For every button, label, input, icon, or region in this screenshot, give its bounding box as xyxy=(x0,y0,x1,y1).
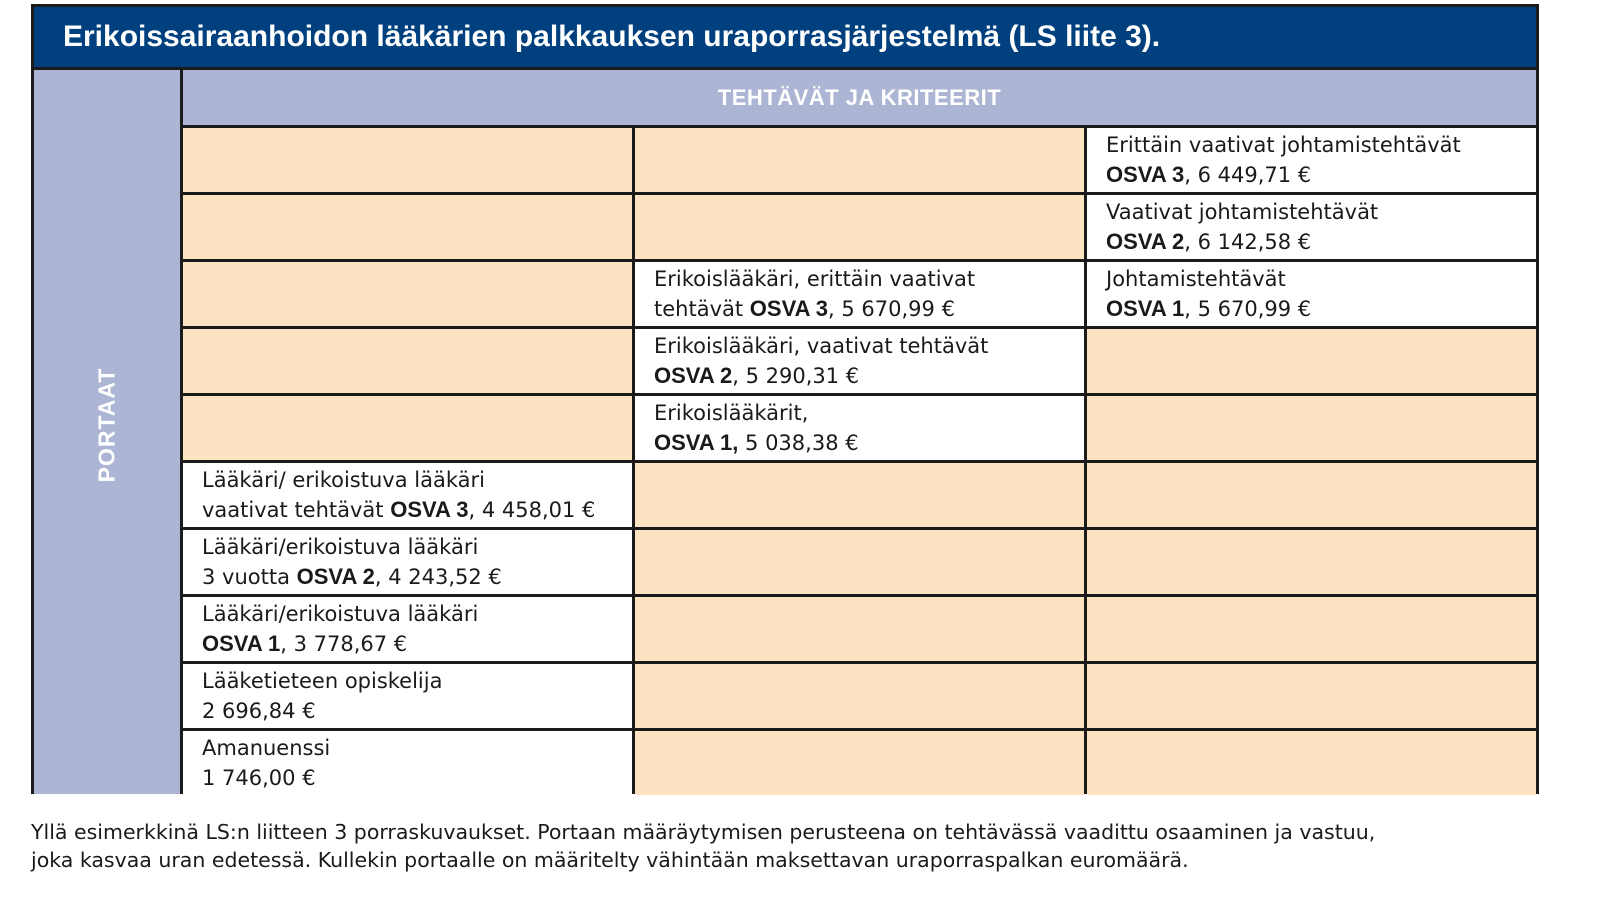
empty-cell xyxy=(1087,463,1536,527)
side-header-label: PORTAAT xyxy=(93,367,120,483)
empty-cell xyxy=(1087,731,1536,795)
cell-line-2 xyxy=(202,763,632,793)
salary-amount: 5 038,38 € xyxy=(738,431,859,455)
table-cell xyxy=(183,463,632,527)
cell-line-1: Erikoislääkäri, erittäin vaativat xyxy=(654,267,976,291)
footnote xyxy=(31,818,1571,874)
empty-cell xyxy=(183,262,632,326)
salary-amount: , 6 449,71 € xyxy=(1184,163,1312,187)
cell-line-1: Lääketieteen opiskelija xyxy=(202,669,443,693)
cell-line-2 xyxy=(654,361,1084,391)
table-cell xyxy=(1087,195,1536,259)
empty-cell xyxy=(635,731,1084,795)
table-cell xyxy=(183,731,632,795)
cell-line-1: Lääkäri/erikoistuva lääkäri xyxy=(202,535,479,559)
cell-line-2 xyxy=(202,696,632,726)
footnote-line-2: joka kasvaa uran edetessä. Kullekin portaalle on määritelty vähintään maksettavan uraporraspalkan euromäärä. xyxy=(31,848,1189,872)
empty-cell xyxy=(1087,396,1536,460)
osva-level: OSVA 1 xyxy=(1106,296,1185,321)
empty-cell xyxy=(635,195,1084,259)
osva-level: OSVA 3 xyxy=(749,296,829,321)
table-cell xyxy=(183,664,632,728)
osva-level: OSVA 3 xyxy=(390,497,469,522)
cell-line-1: Erikoislääkäri, vaativat tehtävät xyxy=(654,334,989,358)
table-cell xyxy=(1087,262,1536,326)
salary-table xyxy=(31,4,1539,794)
empty-cell xyxy=(635,463,1084,527)
tasks-header: TEHTÄVÄT JA KRITEERIT xyxy=(183,70,1536,125)
cell-text: 3 vuotta xyxy=(202,565,297,589)
empty-cell xyxy=(183,329,632,393)
salary-amount: , 5 670,99 € xyxy=(828,297,955,321)
cell-line-1: Lääkäri/erikoistuva lääkäri xyxy=(202,602,479,626)
footnote-line-1: Yllä esimerkkinä LS:n liitteen 3 porraskuvaukset. Portaan määräytymisen perusteena on tehtävässä vaadittu osaaminen ja vastuu, xyxy=(31,820,1376,844)
osva-level: OSVA 1, xyxy=(654,430,739,455)
table-cell xyxy=(635,396,1084,460)
empty-cell xyxy=(183,128,632,192)
empty-cell xyxy=(1087,530,1536,594)
empty-cell xyxy=(635,597,1084,661)
osva-level: OSVA 3 xyxy=(1106,162,1185,187)
empty-cell xyxy=(1087,597,1536,661)
table-cell xyxy=(1087,128,1536,192)
salary-amount: , 4 243,52 € xyxy=(374,565,502,589)
cell-line-1: Vaativat johtamistehtävät xyxy=(1106,200,1379,224)
cell-line-2 xyxy=(1106,294,1536,324)
salary-amount: , 4 458,01 € xyxy=(468,498,596,522)
side-header-column xyxy=(34,70,180,794)
empty-cell xyxy=(635,664,1084,728)
cell-line-2 xyxy=(654,428,1084,458)
empty-cell xyxy=(1087,664,1536,728)
cell-line-1: Amanuenssi xyxy=(202,736,331,760)
empty-cell xyxy=(1087,329,1536,393)
cell-line-2 xyxy=(202,495,632,525)
cell-line-1: Lääkäri/ erikoistuva lääkäri xyxy=(202,468,485,492)
cell-text: vaativat tehtävät xyxy=(202,498,391,522)
empty-cell xyxy=(635,128,1084,192)
salary-amount: , 5 670,99 € xyxy=(1184,297,1312,321)
cell-line-1: Johtamistehtävät xyxy=(1106,267,1286,291)
cell-line-2 xyxy=(654,294,1084,324)
table-cell xyxy=(635,262,1084,326)
salary-amount: , 6 142,58 € xyxy=(1184,230,1312,254)
empty-cell xyxy=(183,195,632,259)
cell-line-2 xyxy=(202,629,632,659)
cell-text: 2 696,84 € xyxy=(202,699,316,723)
osva-level: OSVA 2 xyxy=(1106,229,1185,254)
cell-line-1: Erittäin vaativat johtamistehtävät xyxy=(1106,133,1461,157)
empty-cell xyxy=(635,530,1084,594)
cell-text: tehtävät xyxy=(654,297,750,321)
table-title: Erikoissairaanhoidon lääkärien palkkauksen uraporrasjärjestelmä (LS liite 3). xyxy=(34,7,1536,67)
table-cell xyxy=(183,597,632,661)
table-cell xyxy=(183,530,632,594)
salary-amount: , 3 778,67 € xyxy=(280,632,408,656)
osva-level: OSVA 2 xyxy=(654,363,733,388)
cell-line-2 xyxy=(202,562,632,592)
cell-line-2 xyxy=(1106,160,1536,190)
salary-amount: , 5 290,31 € xyxy=(732,364,860,388)
empty-cell xyxy=(183,396,632,460)
cell-text: 1 746,00 € xyxy=(202,766,316,790)
cell-line-2 xyxy=(1106,227,1536,257)
table-cell xyxy=(635,329,1084,393)
cell-line-1: Erikoislääkärit, xyxy=(654,401,809,425)
osva-level: OSVA 2 xyxy=(296,564,375,589)
osva-level: OSVA 1 xyxy=(202,631,281,656)
